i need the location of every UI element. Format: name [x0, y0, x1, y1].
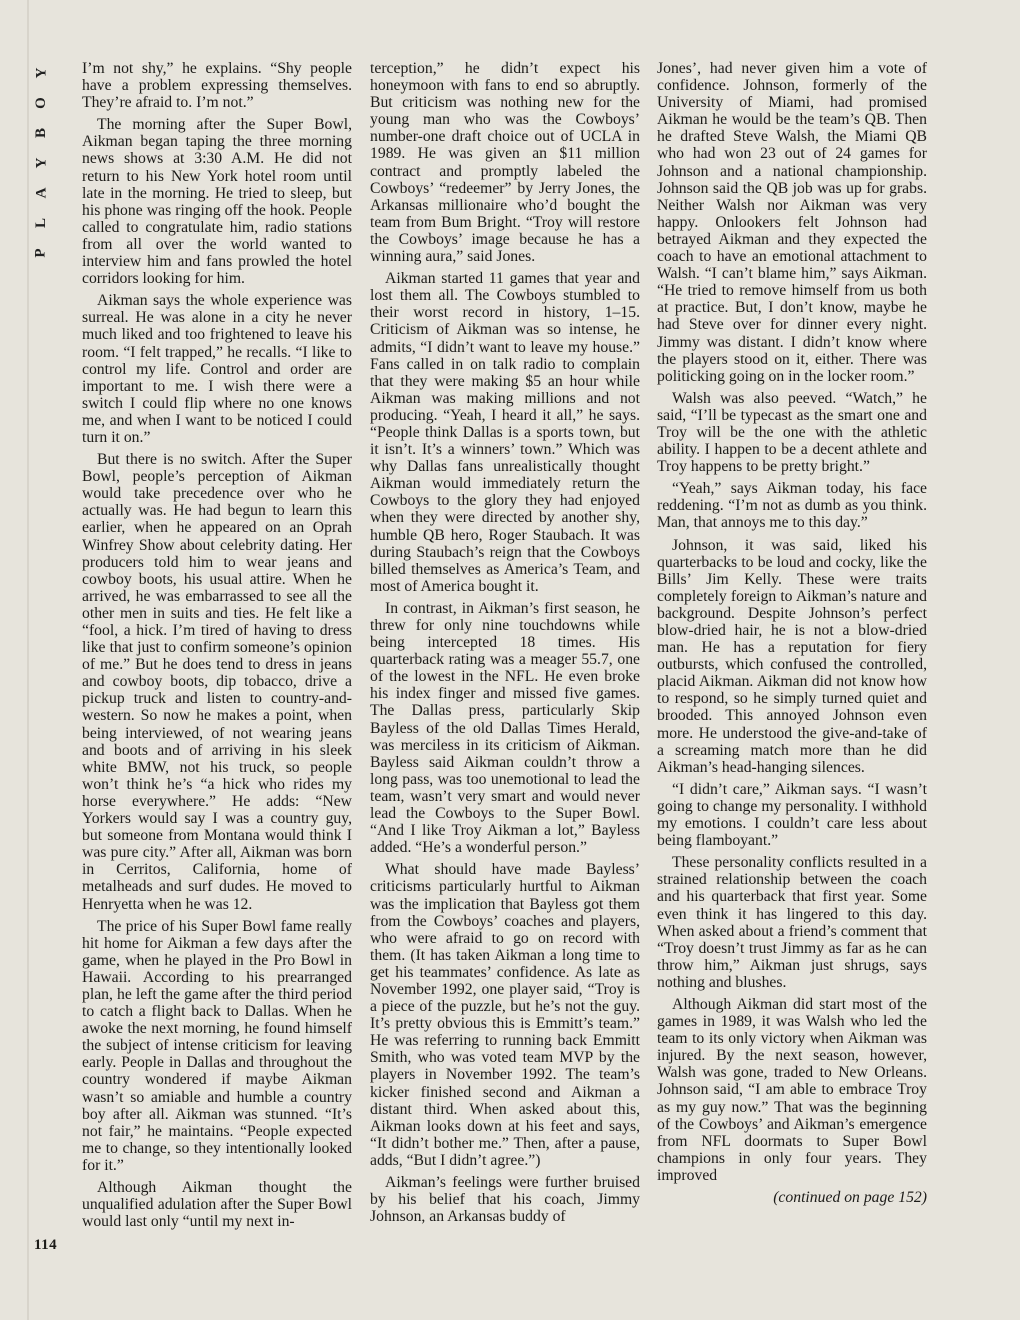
masthead-letter: B: [32, 127, 49, 139]
playboy-masthead: [26, 58, 56, 328]
masthead-letter: Y: [33, 67, 49, 79]
masthead-letter: L: [32, 217, 49, 229]
paragraph: What should have made Bayless’ criticisms particularly hurtful to Aikman was the implication that Bayless got them from the Cowboys’ coaches and players, who were afraid to go on record with them. (It has taken Aikman a long time to get his teammates’ confidence. As late as November 1992, one player said, “Troy is a piece of the puzzle, but he’s not the guy. It’s pretty obvious this is Emmitt’s team.” He was referring to running back Emmitt Smith, who was voted team MVP by the players in November 1992. The team’s kicker finished second and Aikman a distant third. When asked about this, Aikman looks down at his feet and says, “It didn’t bother me.” Then, after a pause, adds, “But I didn’t agree.”): [370, 861, 640, 1169]
paragraph: Although Aikman thought the unqualified adulation after the Super Bowl would last only “until my next in-: [82, 1179, 352, 1231]
masthead-letter: P: [32, 248, 49, 258]
page-number: 114: [34, 1237, 58, 1253]
masthead-letter: A: [33, 187, 49, 199]
paragraph: “Yeah,” says Aikman today, his face reddening. “I’m not as dumb as you think. Man, that annoys me to this day.”: [657, 480, 927, 532]
paragraph: Walsh was also peeved. “Watch,” he said, “I’ll be typecast as the smart one and Troy will be the one with the athletic ability. I happen to be a decent athlete and Troy happens to be pretty bright.”: [657, 389, 927, 476]
continuation-note: (continued on page 152): [773, 1189, 927, 1206]
paragraph: Jones’, had never given him a vote of confidence. Johnson, formerly of the University of Miami, had promised Aikman he would be the team’s QB. Then he drafted Steve Walsh, the Miami QB who had won 23 out of 24 games for Johnson and a national championship. Johnson said the QB job was up for grabs. Neither Walsh nor Aikman was very happy. Onlookers felt Johnson had betrayed Aikman and they expected the coach to have an emotional attachment to Walsh. “I can’t blame him,” says Aikman. “He tried to remove himself from us both at practice. But, I don’t know, maybe he had Steve over for dinner every night. Jimmy was distant. I didn’t know where the players stood on it, either. There was politicking going on in the locker room.”: [657, 60, 927, 385]
paragraph: Although Aikman did start most of the games in 1989, it was Walsh who led the team to its only victory when Aikman was injured. By the next season, however, Walsh was gone, traded to New Orleans. Johnson said, “I am able to embrace Troy as my guy now.” That was the beginning of the Cowboys’ and Aikman’s emergence from NFL doormats to Super Bowl champions in only four years. They improved: [657, 995, 927, 1184]
paragraph: Johnson, it was said, liked his quarterbacks to be loud and cocky, like the Bills’ Jim Kelly. These were traits completely foreign to Aikman’s nature and background. Despite Johnson’s perfect blow-dried hair, he is not a blow-dried man. He has a reputation for fiery outbursts, which confused the controlled, placid Aikman. Aikman did not know how to respond, so he simply turned quiet and brooded. This annoyed Johnson even more. He understood the give-and-take of a screaming match more than he did Aikman’s head-hanging silences.: [657, 536, 927, 776]
paragraph: The price of his Super Bowl fame really hit home for Aikman a few days after the game, when he played in the Pro Bowl in Hawaii. According to his prearranged plan, he left the game after the third period to catch a flight back to Dallas. When he awoke the next morning, he found himself the subject of intense criticism for leaving early. People in Dallas and throughout the country wondered if maybe Aikman wasn’t so amiable and humble a country boy after all. Aikman was stunned. “It’s not fair,” he maintains. “People expected me to change, so they intentionally looked for it.”: [82, 917, 352, 1174]
paragraph: In contrast, in Aikman’s first season, he threw for only nine touchdowns while being intercepted 18 times. His quarterback rating was a meager 55.7, one of the lowest in the NFL. He even broke his index finger and missed five games. The Dallas press, particularly Skip Bayless of the old Dallas Times Herald, was merciless in its criticism of Aikman. Bayless said Aikman couldn’t throw a long pass, was too unemotional to lead the team, wasn’t very smart and would never lead the Cowboys to the Super Bowl. “And I like Troy Aikman a lot,” Bayless added. “He’s a wonderful person.”: [370, 599, 640, 857]
paragraph: I’m not shy,” he explains. “Shy people have a problem expressing themselves. They’re afraid to. I’m not.”: [82, 60, 352, 112]
paragraph: Aikman started 11 games that year and lost them all. The Cowboys stumbled to their worst record in history, 1–15. Criticism of Aikman was so intense, he admits, “I didn’t want to leave my house.” Fans called in on talk radio to complain that they were making $5 an hour while Aikman was making millions and not producing. “Yeah, I heard it all,” he says. “People think Dallas is a sports town, but it isn’t. It’s a winners’ town.” Which was why Dallas fans unrealistically thought Aikman would immediately return the Cowboys to the glory they had enjoyed when they were directed by another shy, humble QB hero, Roger Staubach. It was during Staubach’s reign that the Cowboys billed themselves as America’s Team, and most of America bought it.: [370, 270, 640, 595]
article-column-3: [657, 60, 927, 1211]
paragraph: “I didn’t care,” Aikman says. “I wasn’t going to change my personality. I withhold my emotions. I couldn’t care less about being flamboyant.”: [657, 780, 927, 850]
paragraph: But there is no switch. After the Super Bowl, people’s perception of Aikman would take precedence over who he actually was. He had begun to learn this earlier, when he appeared on an Oprah Winfrey Show about celebrity dating. Her producers told him to wear jeans and cowboy boots, his usual attire. When he arrived, he was embarrassed to see all the other men in suits and ties. He felt like a “fool, a hick. I’m tired of having to dress like that just to confirm someone’s opinion of me.” But he does tend to dress in jeans and cowboy boots, dip tobacco, drive a pickup truck and listen to country-and-western. So now he makes a point, when being interviewed, of not wearing jeans and boots and of arriving in his sleek white BMW, not his truck, so people won’t think he’s “a hick who rides my horse everywhere.” He adds: “New Yorkers would say I was a country guy, but someone from Montana would think I was pure city.” After all, Aikman was born in Cerritos, California, home of metalheads and surf dudes. He moved to Henryetta when he was 12.: [82, 451, 352, 913]
paragraph: These personality conflicts resulted in a strained relationship between the coach and his quarterback that first year. Some even think it has lingered to this day. When asked about a friend’s comment that “Troy doesn’t trust Jimmy as far as he can throw him,” Aikman just shrugs, says nothing and blushes.: [657, 854, 927, 991]
paragraph: Aikman’s feelings were further bruised by his belief that his coach, Jimmy Johnson, an Arkansas buddy of: [370, 1174, 640, 1226]
paragraph: Aikman says the whole experience was surreal. He was alone in a city he never much liked and too frightened to leave his room. “I felt trapped,” he recalls. “I like to control my life. Control and order are important to me. I wish there were a switch I could flip where no one knows me, and when I want to be noticed I could turn it on.”: [82, 292, 352, 446]
paragraph: The morning after the Super Bowl, Aikman began taping the three morning news shows at 3:30 A.M. He did not return to his New York hotel room until late in the morning. He tried to sleep, but his phone was ringing off the hook. People called to congratulate him, radio stations from all over the world wanted to interview him and fans prowled the hotel corridors looking for him.: [82, 116, 352, 288]
masthead-letter: O: [32, 97, 49, 109]
paragraph: terception,” he didn’t expect his honeymoon with fans to end so abruptly. But criticism was nothing new for the young man who was the Cowboys’ number-one draft choice out of UCLA in 1989. He was given an $11 million contract and promptly labeled the Cowboys’ “redeemer” by Jerry Jones, the Arkansas millionaire who’d bought the team from Bum Bright. “Troy will restore the Cowboys’ image because he has a winning aura,” said Jones.: [370, 60, 640, 266]
masthead-letter: Y: [33, 157, 49, 169]
article-column-2: [370, 60, 640, 1230]
article-column-1: [82, 60, 352, 1235]
